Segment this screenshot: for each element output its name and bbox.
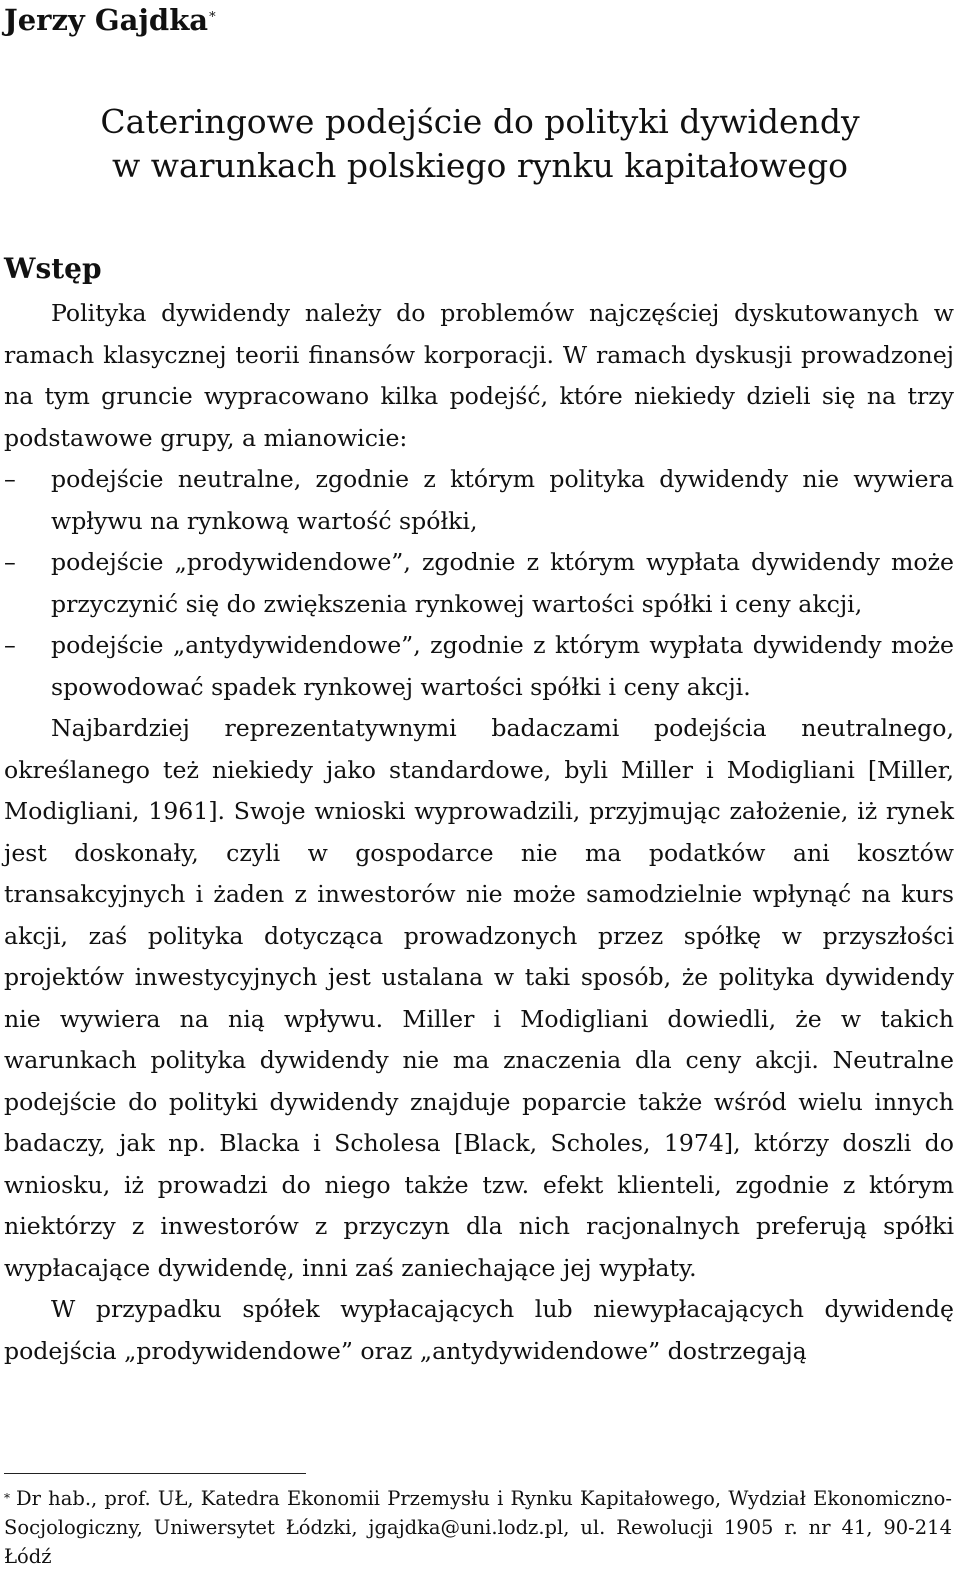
paper-title — [0, 100, 960, 188]
list-item-text: podejście neutralne, zgodnie z którym polityka dywidendy nie wywiera wpływu na rynkową wartość spółki, — [51, 465, 954, 535]
list-item — [4, 459, 954, 542]
paragraph-2: Najbardziej reprezentatywnymi badaczami podejścia neutralnego, określanego też niekiedy jako standardowe, byli Miller i Modigliani [Miller, Modigliani, 1961]. Swoje wnioski wyprowadzili, przyjmując założenie, iż rynek jest doskonały, czyli w gospodarce nie ma podatków ani kosztów transakcyjnych i żaden z inwestorów nie może samodzielnie wpłynąć na kurs akcji, zaś polityka dotycząca prowadzonych przez spółkę w przyszłości projektów inwestycyjnych jest ustalana w taki sposób, że polityka dywidendy nie wywiera na nią wpływu. Miller i Modigliani dowiedli, że w takich warunkach polityka dywidendy nie ma znaczenia dla ceny akcji. Neutralne podejście do polityki dywidendy znajduje poparcie także wśród wielu innych badaczy, jak np. Blacka i Scholesa [Black, Scholes, 1974], którzy doszli do wniosku, iż prowadzi do niego także tzw. efekt klienteli, zgodnie z którym niektórzy z inwestorów z przyczyn dla nich racjonalnych preferują spółki wypłacające dywidendę, inni zaś zaniechające jej wypłaty. — [4, 714, 954, 1282]
author-name-text: Jerzy Gajdka — [4, 3, 209, 37]
approaches-list — [4, 459, 954, 708]
list-dash: – — [4, 631, 16, 659]
list-item-text: podejście „antydywidendowe”, zgodnie z którym wypłata dywidendy może spowodować spadek rynkowej wartości spółki i ceny akcji. — [51, 631, 954, 701]
paragraph-intro: Polityka dywidendy należy do problemów najczęściej dyskutowanych w ramach klasycznej teorii finansów korporacji. W ramach dyskusji prowadzonej na tym gruncie wypracowano kilka podejść, które niekiedy dzieli się na trzy podstawowe grupy, a mianowicie: — [4, 299, 954, 452]
list-item — [4, 625, 954, 708]
paper-title-line-1: Cateringowe podejście do polityki dywidendy — [100, 102, 860, 141]
footnote-marker: * — [4, 1491, 10, 1505]
list-item — [4, 542, 954, 625]
author-footnote-marker: * — [209, 10, 216, 25]
list-dash: – — [4, 548, 16, 576]
section-heading: Wstęp — [4, 252, 102, 285]
footnote-text: Dr hab., prof. UŁ, Katedra Ekonomii Przemysłu i Rynku Kapitałowego, Wydział Ekonomiczno-Socjologiczny, Uniwersytet Łódzki, jgajdka@uni.lodz.pl, ul. Rewolucji 1905 r. nr 41, 90-214 Łódź — [4, 1487, 952, 1568]
paragraph-3: W przypadku spółek wypłacających lub niewypłacających dywidendę podejścia „prodywidendowe” oraz „antydywidendowe” dostrzegają — [4, 1295, 954, 1365]
author-name — [4, 2, 216, 38]
paper-title-line-2: w warunkach polskiego rynku kapitałowego — [112, 146, 848, 185]
list-dash: – — [4, 465, 16, 493]
footnote — [4, 1484, 952, 1571]
list-item-text: podejście „prodywidendowe”, zgodnie z którym wypłata dywidendy może przyczynić się do zwiększenia rynkowej wartości spółki i ceny akcji, — [51, 548, 954, 618]
body-text — [4, 293, 954, 1372]
footnote-divider — [4, 1473, 306, 1474]
